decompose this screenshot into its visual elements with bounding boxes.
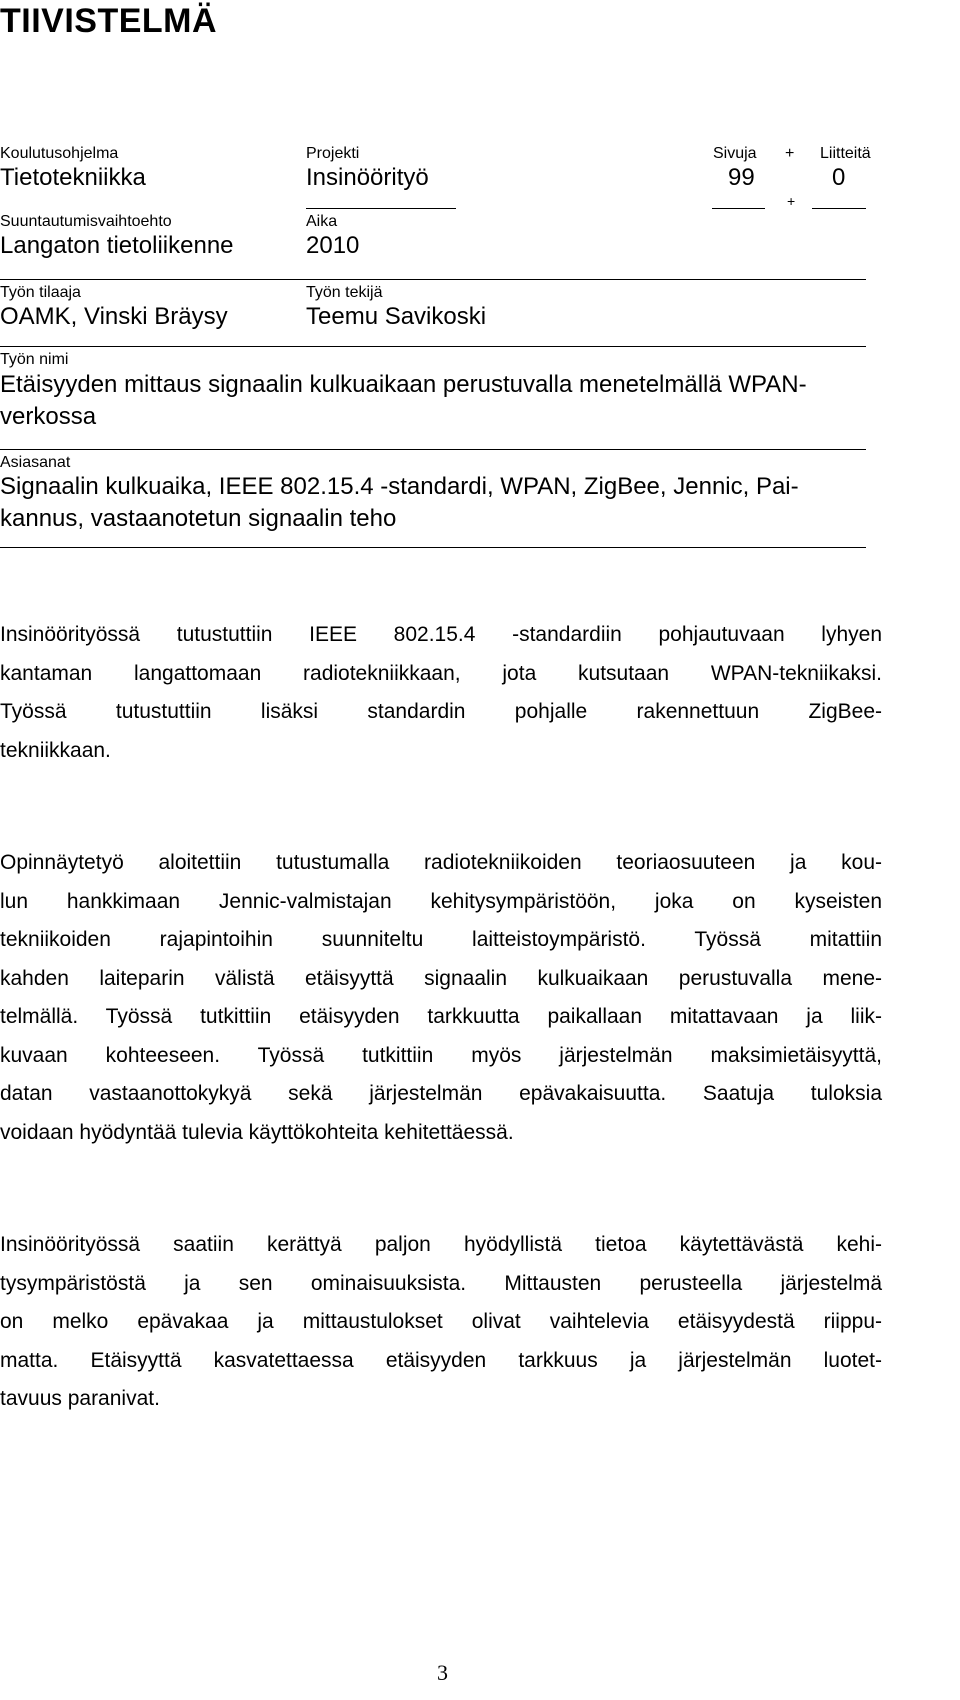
aika-value: 2010 — [306, 232, 360, 259]
p1-line: Työssä tutustuttiin lisäksi standardin pohjalle rakennettuun ZigBee- — [0, 700, 882, 723]
p2-line: kuvaan kohteeseen. Työssä tutkittiin myös järjestelmän maksimietäisyyttä, — [0, 1043, 882, 1067]
liitteita-value: 0 — [832, 164, 846, 191]
sivuja-value: 99 — [728, 164, 755, 191]
p2-line: tekniikoiden rajapintoihin suunniteltu laitteistoympäristö. Työssä mitattiin — [0, 928, 882, 951]
p2-line: voidaan hyödyntää tulevia käyttökohteita kehitettäessä. — [0, 1120, 514, 1144]
suuntautumis-label: Suuntautumisvaihtoehto — [0, 213, 172, 230]
asiasanat-line-1: Signaalin kulkuaika, IEEE 802.15.4 -standardi, WPAN, ZigBee, Jennic, Pai- — [0, 473, 799, 500]
p3-line: on melko epävakaa ja mittaustulokset olivat vaihtelevia etäisyydestä riippu- — [0, 1310, 882, 1333]
tilaaja-value: OAMK, Vinski Bräysy — [0, 303, 228, 330]
abstract-paragraph-2 — [0, 844, 882, 1152]
sivuja-rule — [712, 208, 765, 209]
p2-line: telmällä. Työssä tutkittiin etäisyyden tarkkuutta paikallaan mitattavaan ja liik- — [0, 1005, 882, 1028]
nimi-label: Työn nimi — [0, 351, 69, 368]
p2-line: Opinnäytetyö aloitettiin tutustumalla radiotekniikoiden teoriaosuuteen ja kou- — [0, 851, 882, 874]
koulutusohjelma-value: Tietotekniikka — [0, 164, 146, 191]
abstract-paragraph-1 — [0, 616, 882, 770]
p3-line: Insinöörityössä saatiin kerättyä paljon hyödyllistä tietoa käytettävästä kehi- — [0, 1233, 882, 1256]
projekti-rule — [306, 208, 456, 209]
plus-sign-bottom: + — [787, 193, 796, 209]
page-number: 3 — [437, 1660, 448, 1685]
abstract-paragraph-3 — [0, 1226, 882, 1419]
sivuja-label: Sivuja — [713, 145, 757, 162]
divider-3 — [0, 449, 866, 450]
tekija-value: Teemu Savikoski — [306, 303, 487, 330]
suuntautumis-value: Langaton tietoliikenne — [0, 232, 234, 259]
p1-line: Insinöörityössä tutustuttiin IEEE 802.15.4 -standardiin pohjautuvaan lyhyen — [0, 623, 882, 646]
p1-line: tekniikkaan. — [0, 738, 111, 762]
asiasanat-line-2: kannus, vastaanotetun signaalin teho — [0, 505, 397, 532]
projekti-value: Insinöörityö — [306, 164, 429, 191]
divider-1 — [0, 279, 866, 280]
p2-line: datan vastaanottokykyä sekä järjestelmän epävakaisuutta. Saatuja tuloksia — [0, 1082, 882, 1105]
asiasanat-label: Asiasanat — [0, 454, 71, 471]
liitteita-label: Liitteitä — [820, 145, 871, 162]
divider-4 — [0, 547, 866, 548]
p2-line: lun hankkimaan Jennic-valmistajan kehitysympäristöön, joka on kyseisten — [0, 889, 882, 913]
p3-line: tysympäristöstä ja sen ominaisuuksista. Mittausten perusteella järjestelmä — [0, 1271, 882, 1295]
nimi-line-2: verkossa — [0, 403, 97, 430]
p3-line: matta. Etäisyyttä kasvatettaessa etäisyyden tarkkuus ja järjestelmän luotet- — [0, 1348, 882, 1372]
nimi-line-1: Etäisyyden mittaus signaalin kulkuaikaan perustuvalla menetelmällä WPAN- — [0, 371, 807, 398]
p1-line: kantaman langattomaan radiotekniikkaan, jota kutsutaan WPAN-tekniikaksi. — [0, 661, 882, 685]
projekti-label: Projekti — [306, 145, 360, 162]
tilaaja-label: Työn tilaaja — [0, 284, 81, 301]
liitteita-rule — [812, 208, 866, 209]
tekija-label: Työn tekijä — [306, 284, 383, 301]
aika-label: Aika — [306, 213, 338, 230]
divider-2 — [0, 346, 866, 347]
p2-line: kahden laiteparin välistä etäisyyttä signaalin kulkuaikaan perustuvalla mene- — [0, 966, 882, 990]
p3-line: tavuus paranivat. — [0, 1387, 160, 1410]
koulutusohjelma-label: Koulutusohjelma — [0, 145, 119, 162]
page-title: TIIVISTELMÄ — [0, 2, 218, 40]
plus-sign-top: + — [785, 145, 795, 162]
